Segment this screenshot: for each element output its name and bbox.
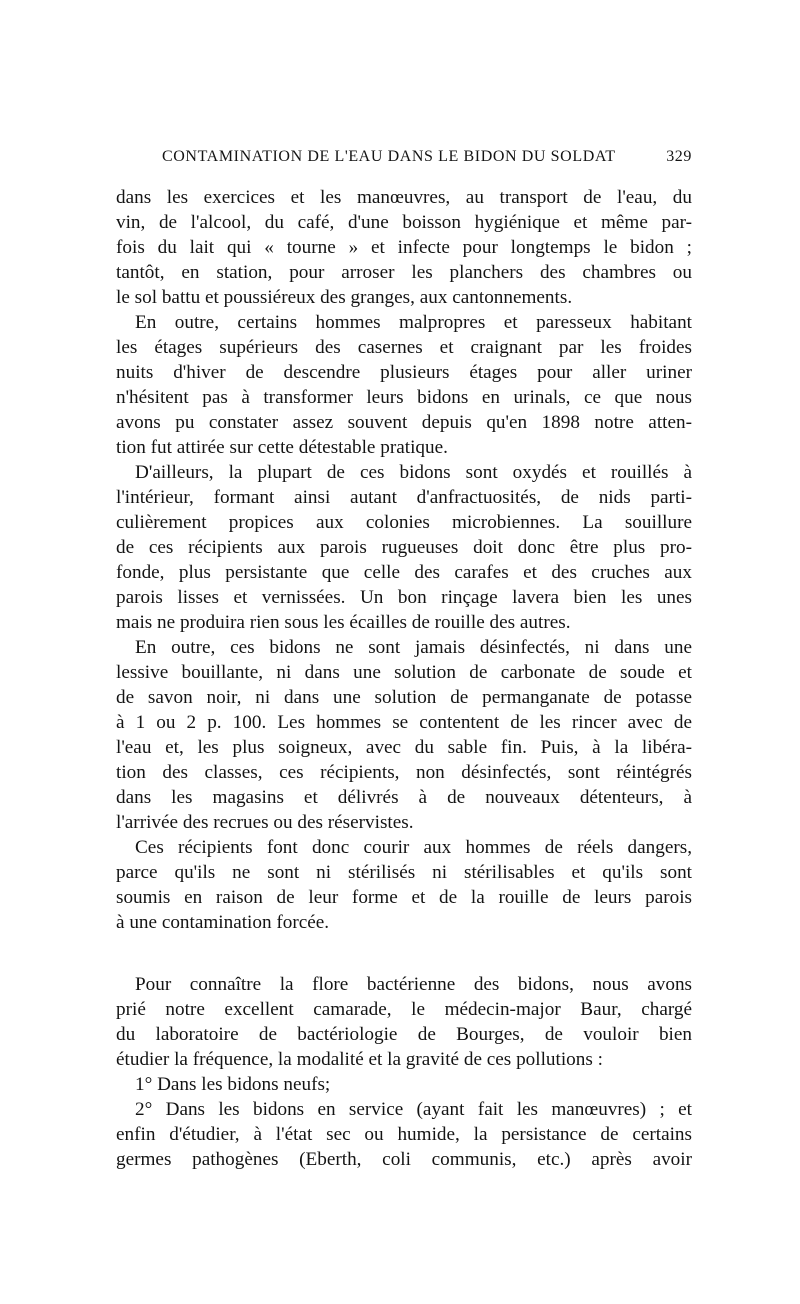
text-line: dans les exercices et les manœuvres, au transport de l'eau, du [116, 187, 692, 208]
text-line: germes pathogènes (Eberth, coli communis, etc.) après avoir [116, 1149, 692, 1170]
text-line: Ces récipients font donc courir aux hommes de réels dangers, [135, 837, 692, 858]
text-line: dans les magasins et délivrés à de nouveaux détenteurs, à [116, 787, 692, 808]
text-line: tion fut attirée sur cette détestable pratique. [116, 437, 448, 458]
text-line: vin, de l'alcool, du café, d'une boisson hygiénique et même par- [116, 212, 692, 233]
running-head [162, 148, 692, 172]
text-line: de ces récipients aux parois rugueuses doit donc être plus pro- [116, 537, 692, 558]
running-head-title: CONTAMINATION DE L'EAU DANS LE BIDON DU SOLDAT [162, 148, 616, 165]
text-line: soumis en raison de leur forme et de la rouille de leurs parois [116, 887, 692, 908]
text-line: de savon noir, ni dans une solution de permanganate de potasse [116, 687, 692, 708]
text-line: l'arrivée des recrues ou des réservistes. [116, 812, 414, 833]
paragraph [116, 185, 692, 310]
text-line: prié notre excellent camarade, le médecin-major Baur, chargé [116, 999, 692, 1020]
text-line: 2° Dans les bidons en service (ayant fait les manœuvres) ; et [135, 1099, 692, 1120]
text-line: mais ne produira rien sous les écailles de rouille des autres. [116, 612, 571, 633]
text-line: D'ailleurs, la plupart de ces bidons sont oxydés et rouillés à [135, 462, 692, 483]
text-line: étudier la fréquence, la modalité et la gravité de ces pollutions : [116, 1049, 603, 1070]
text-line: lessive bouillante, ni dans une solution de carbonate de soude et [116, 662, 692, 683]
text-line: du laboratoire de bactériologie de Bourges, de vouloir bien [116, 1024, 692, 1045]
text-line: enfin d'étudier, à l'état sec ou humide, la persistance de certains [116, 1124, 692, 1145]
text-line: à 1 ou 2 p. 100. Les hommes se contentent de les rincer avec de [116, 712, 692, 733]
text-line: tantôt, en station, pour arroser les planchers des chambres ou [116, 262, 692, 283]
text-line: culièrement propices aux colonies microbiennes. La souillure [116, 512, 692, 533]
text-line: 1° Dans les bidons neufs; [135, 1074, 331, 1095]
paragraph [116, 460, 692, 635]
section-gap [116, 935, 692, 972]
page-number: 329 [666, 148, 692, 165]
text-line: Pour connaître la flore bactérienne des bidons, nous avons [135, 974, 692, 995]
text-line: nuits d'hiver de descendre plusieurs étages pour aller uriner [116, 362, 692, 383]
text-line: n'hésitent pas à transformer leurs bidons en urinals, ce que nous [116, 387, 692, 408]
paragraph [116, 972, 692, 1072]
body-text [116, 185, 692, 1172]
paragraph [116, 835, 692, 935]
text-line: fonde, plus persistante que celle des carafes et des cruches aux [116, 562, 692, 583]
text-line: les étages supérieurs des casernes et craignant par les froides [116, 337, 692, 358]
text-line: tion des classes, ces récipients, non désinfectés, sont réintégrés [116, 762, 692, 783]
text-line: En outre, ces bidons ne sont jamais désinfectés, ni dans une [135, 637, 692, 658]
text-line: avons pu constater assez souvent depuis qu'en 1898 notre atten- [116, 412, 692, 433]
paragraph [116, 635, 692, 835]
text-line: En outre, certains hommes malpropres et paresseux habitant [135, 312, 692, 333]
text-line: fois du lait qui « tourne » et infecte pour longtemps le bidon ; [116, 237, 692, 258]
text-line: parois lisses et vernissées. Un bon rinçage lavera bien les unes [116, 587, 692, 608]
text-line: à une contamination forcée. [116, 912, 330, 933]
text-line: parce qu'ils ne sont ni stérilisés ni stérilisables et qu'ils sont [116, 862, 692, 883]
text-line: l'eau et, les plus soigneux, avec du sable fin. Puis, à la libéra- [116, 737, 692, 758]
paragraph [116, 310, 692, 460]
text-line: l'intérieur, formant ainsi autant d'anfractuosités, de nids parti- [116, 487, 692, 508]
text-line: le sol battu et poussiéreux des granges, aux cantonnements. [116, 287, 573, 308]
list-item [116, 1097, 692, 1172]
list-item [116, 1072, 692, 1097]
